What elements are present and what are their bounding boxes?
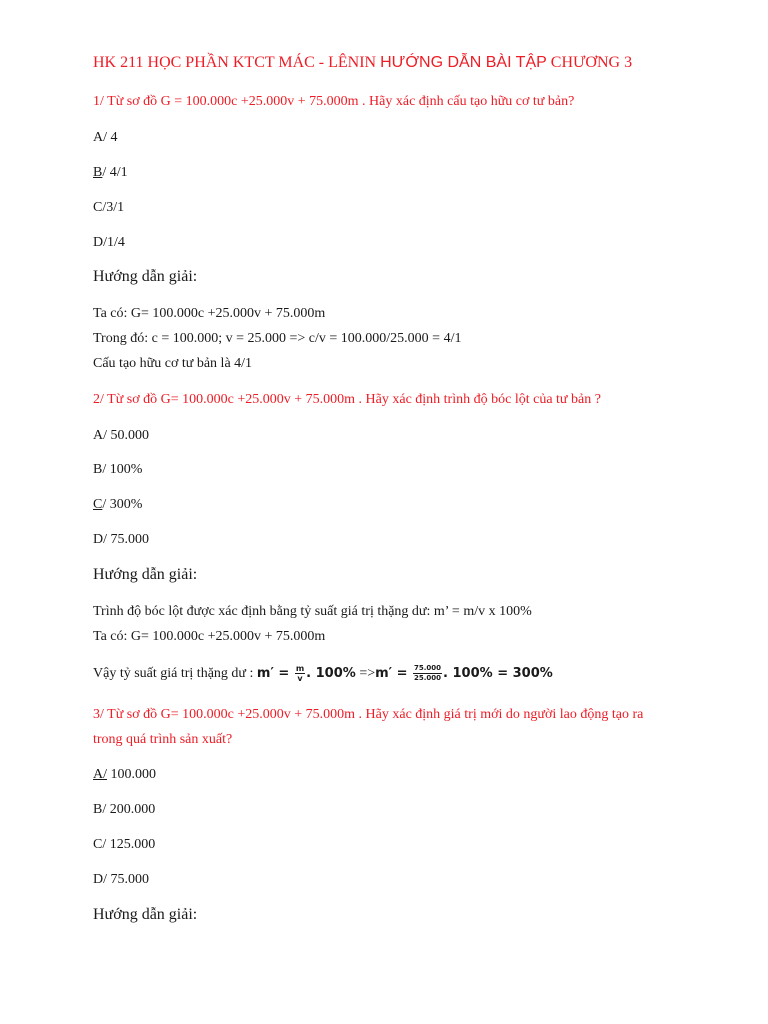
q2-guide-heading: Hướng dẫn giải: xyxy=(93,566,198,583)
q3-option-b: B/ 200.000 xyxy=(93,802,156,817)
q1-option-b-text: / 4/1 xyxy=(102,165,128,180)
formula-1-lhs: m′ = xyxy=(256,666,294,681)
formula-1-fraction xyxy=(295,664,305,683)
formula-1-denominator: v xyxy=(297,674,303,684)
q1-option-b xyxy=(93,164,128,182)
q2-option-c xyxy=(93,496,142,514)
formula-arrow: => xyxy=(355,666,376,681)
formula-1-rhs: . 100% xyxy=(306,666,356,681)
q1-option-c: C/3/1 xyxy=(93,200,125,215)
q2-solution-line-1: Trình độ bóc lột được xác định bằng tỷ suất giá trị thặng dư: m’ = m/v x 100% xyxy=(93,604,532,619)
q3-guide-heading: Hướng dẫn giải: xyxy=(93,906,198,923)
q3-option-a xyxy=(93,766,156,784)
q3-question-line-2: trong quá trình sản xuất? xyxy=(93,732,233,747)
formula-2-rhs: . 100% = 300% xyxy=(443,666,553,681)
formula-2-lhs: m′ = xyxy=(375,666,413,681)
q1-option-a: A/ 4 xyxy=(93,130,118,145)
q1-solution-line-2: Trong đó: c = 100.000; v = 25.000 => c/v = 100.000/25.000 = 4/1 xyxy=(93,331,462,346)
q3-option-a-text: 100.000 xyxy=(107,767,156,782)
q2-option-c-letter: C xyxy=(93,497,103,512)
title-part-3: CHƯƠNG 3 xyxy=(546,54,633,71)
formula-1-numerator: m xyxy=(295,664,305,674)
q2-formula-intro: Vậy tỷ suất giá trị thặng dư : xyxy=(93,666,257,681)
q3-question-line-1: 3/ Từ sơ đồ G= 100.000c +25.000v + 75.000m . Hãy xác định giá trị mới do người lao động tạo ra xyxy=(93,707,644,722)
q3-option-c: C/ 125.000 xyxy=(93,837,156,852)
q3-option-d: D/ 75.000 xyxy=(93,872,149,887)
formula-2-fraction xyxy=(413,664,442,683)
title-part-2: HƯỚNG DẪN BÀI TẬP xyxy=(380,54,547,71)
formula-2-denominator: 25.000 xyxy=(414,674,442,683)
q1-question: 1/ Từ sơ đồ G = 100.000c +25.000v + 75.000m . Hãy xác định cấu tạo hữu cơ tư bản? xyxy=(93,94,575,109)
q1-option-d: D/1/4 xyxy=(93,235,125,250)
q1-solution-line-3: Cấu tạo hữu cơ tư bản là 4/1 xyxy=(93,356,253,371)
q2-question: 2/ Từ sơ đồ G= 100.000c +25.000v + 75.000m . Hãy xác định trình độ bóc lột của tư bản ? xyxy=(93,392,601,407)
q1-solution-line-1: Ta có: G= 100.000c +25.000v + 75.000m xyxy=(93,306,326,321)
q2-option-b: B/ 100% xyxy=(93,462,143,477)
formula-2-numerator: 75.000 xyxy=(414,664,442,673)
q3-option-a-letter: A/ xyxy=(93,767,107,782)
q2-option-d: D/ 75.000 xyxy=(93,532,149,547)
title-part-1: HK 211 HỌC PHẦN KTCT MÁC - LÊNIN xyxy=(93,54,381,71)
q2-option-c-text: / 300% xyxy=(102,497,143,512)
q2-solution-line-2: Ta có: G= 100.000c +25.000v + 75.000m xyxy=(93,629,326,644)
q1-guide-heading: Hướng dẫn giải: xyxy=(93,268,198,285)
q1-option-b-letter: B xyxy=(93,165,103,180)
q2-formula-line xyxy=(93,661,553,687)
page-title xyxy=(93,54,632,72)
q2-option-a: A/ 50.000 xyxy=(93,428,149,443)
